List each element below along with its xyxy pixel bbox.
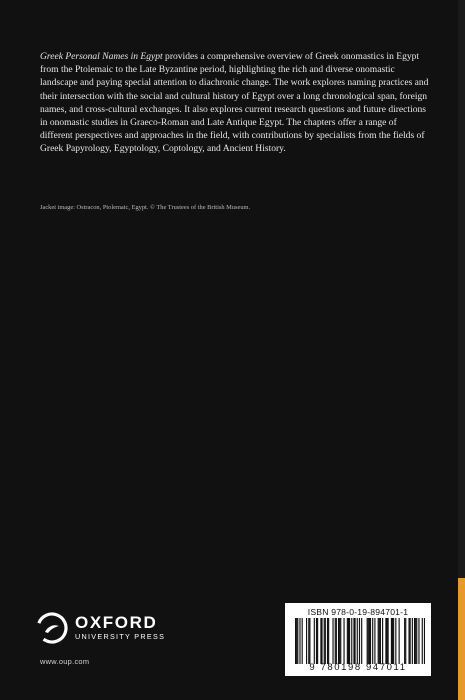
barcode-bar <box>353 618 354 664</box>
barcode-bar <box>422 618 423 664</box>
barcode-bar <box>336 618 337 664</box>
barcode-bar <box>424 618 425 664</box>
barcode-bar <box>340 618 341 664</box>
barcode-bar <box>297 618 298 664</box>
jacket-image-credit: Jacket image: Ostracon, Ptolemaic, Egypt. © The Trustees of the British Museum. <box>40 204 251 211</box>
barcode-bar <box>410 618 411 664</box>
barcode-bar <box>359 618 360 664</box>
barcode-bar <box>391 618 392 664</box>
barcode-bar <box>416 618 417 664</box>
barcode-bar <box>343 618 344 664</box>
barcode-bar <box>349 618 350 664</box>
barcode-bar <box>317 618 318 664</box>
barcode-bar <box>412 618 413 664</box>
barcode-bar <box>399 618 400 664</box>
barcode-bar <box>308 618 309 664</box>
barcode-bar <box>324 618 325 664</box>
barcode-bar <box>357 618 358 664</box>
barcode-bar <box>339 618 340 664</box>
barcode-bar <box>374 618 375 664</box>
spine-accent-stripe <box>458 578 465 700</box>
oup-logo <box>36 612 165 644</box>
barcode-bar <box>372 618 373 664</box>
barcode-bar <box>369 618 370 664</box>
barcode-bar <box>320 618 321 664</box>
barcode-bars <box>295 618 425 664</box>
barcode-bar <box>351 618 352 664</box>
barcode-bar <box>368 618 369 664</box>
barcode-bar <box>379 618 380 664</box>
barcode-bar <box>321 618 322 664</box>
barcode-bar <box>309 618 310 664</box>
blurb-text: provides a comprehensive overview of Greek onomastics in Egypt from the Ptolemaic to the Late Byzantine period, highlighting the rich and diverse onomastic landscape and paying special attention to diachronic change. The work explores naming practices and their intersection with the social and cultural history of Egypt over a long chronological span, foreign names, and cross-cultural exchanges. It also explores current research questions and future directions in onomastic studies in Graeco-Roman and Late Antique Egypt. The chapters offer a range of different perspectives and approaches in the field, with contributions by specialists from the fields of Greek Papyrology, Egyptology, Coptology, and Ancient History. <box>40 51 429 155</box>
barcode-bar <box>414 618 415 664</box>
barcode-bar <box>299 618 300 664</box>
barcode-bar <box>354 618 355 664</box>
blurb-paragraph <box>40 50 430 156</box>
barcode-bar <box>380 618 381 664</box>
barcode-bar <box>347 618 348 664</box>
barcode-bar <box>404 618 405 664</box>
barcode-bar <box>367 618 368 664</box>
barcode-bar <box>361 618 362 664</box>
barcode-bar <box>306 618 307 664</box>
barcode-bar <box>332 618 333 664</box>
barcode-bar <box>405 618 406 664</box>
publisher-name: OXFORD <box>75 613 158 632</box>
barcode-digits: 9 780198 947011 <box>309 662 407 673</box>
barcode-bar <box>415 618 416 664</box>
oup-circle-icon <box>36 612 68 644</box>
barcode-bar <box>395 618 396 664</box>
barcode-bar <box>338 618 339 664</box>
barcode-bar <box>325 618 326 664</box>
barcode-bar <box>385 618 386 664</box>
barcode-bar <box>335 618 336 664</box>
barcode-bar <box>393 618 394 664</box>
barcode-bar <box>328 618 329 664</box>
barcode-bar <box>388 618 389 664</box>
barcode-bar <box>370 618 371 664</box>
barcode-bar <box>382 618 383 664</box>
barcode-bar <box>348 618 349 664</box>
oup-wordmark <box>75 614 165 642</box>
barcode-bar <box>296 618 297 664</box>
barcode-bar <box>327 618 328 664</box>
barcode-bar <box>295 618 296 664</box>
barcode-bar <box>418 618 419 664</box>
barcode-bar <box>392 618 393 664</box>
publisher-subtitle: UNIVERSITY PRESS <box>75 632 166 641</box>
publisher-url: www.oup.com <box>40 657 90 666</box>
isbn-label: ISBN 978-0-19-894701-1 <box>307 607 409 617</box>
barcode-bar <box>316 618 317 664</box>
barcode-panel <box>285 603 431 676</box>
barcode-bar <box>302 618 303 664</box>
barcode-bar <box>314 618 315 664</box>
barcode-bar <box>378 618 379 664</box>
book-title: Greek Personal Names in Egypt <box>40 51 163 62</box>
barcode-bar <box>386 618 387 664</box>
barcode-bar <box>408 618 409 664</box>
